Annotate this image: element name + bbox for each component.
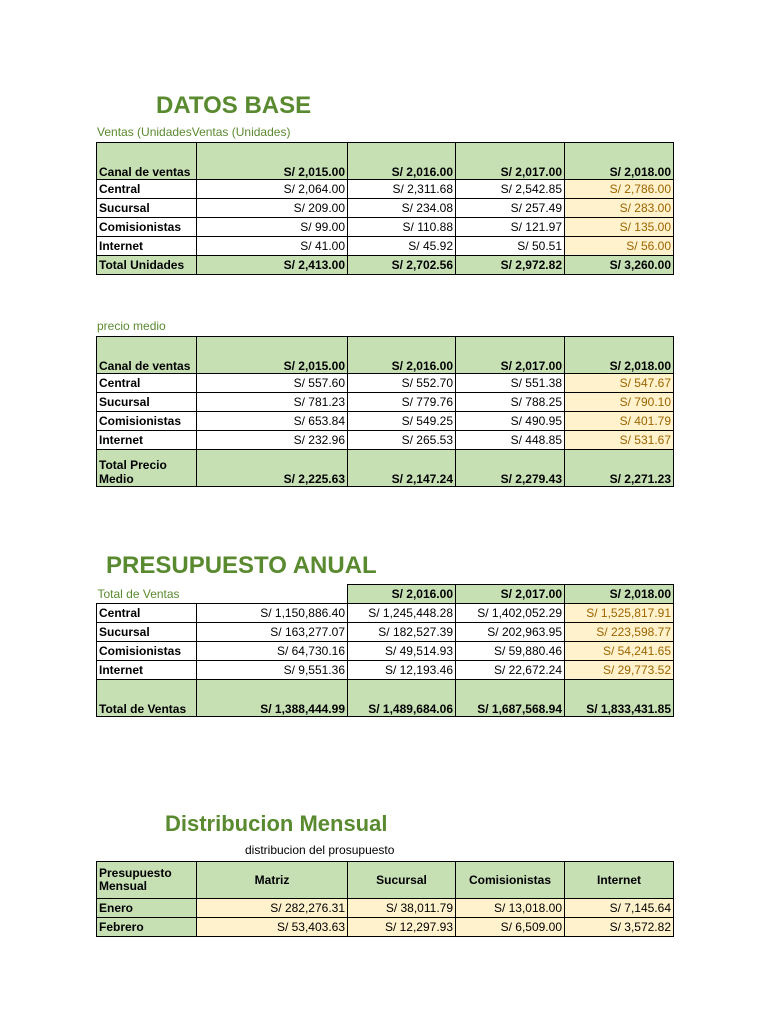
header-cell: S/ 2,017.00 [456,337,565,374]
presupuesto-title: PRESUPUESTO ANUAL [106,552,377,579]
table-cell: S/ 50.51 [456,237,565,256]
table-row [97,218,674,237]
table-cell: S/ 209.00 [197,199,348,218]
header-cell: S/ 2,015.00 [197,143,348,180]
total-cell: S/ 1,388,444.99 [197,680,348,717]
table-cell: S/ 13,018.00 [456,899,565,918]
table-cell: S/ 3,572.82 [565,918,674,937]
row-label: Central [97,604,197,623]
datos-base-title: DATOS BASE [156,92,312,119]
distribucion-table [96,861,674,937]
table-cell: S/ 29,773.52 [565,661,674,680]
total-cell: S/ 2,271.23 [565,450,674,487]
ventas-caption: Ventas (UnidadesVentas (Unidades) [97,125,291,139]
total-cell: S/ 1,687,568.94 [456,680,565,717]
table-row [97,393,674,412]
header-cell: S/ 2,018.00 [565,143,674,180]
table-cell: S/ 9,551.36 [197,661,348,680]
header-cell: S/ 2,016.00 [348,143,456,180]
header-cell: S/ 2,015.00 [197,337,348,374]
table-cell: S/ 2,786.00 [565,180,674,199]
table-cell: S/ 163,277.07 [197,623,348,642]
total-label-line1: Total Precio [99,458,167,472]
table-cell: S/ 552.70 [348,374,456,393]
header-cell: Matriz [197,862,348,899]
total-row [97,680,674,717]
header-cell: S/ 2,017.00 [456,585,565,604]
table-cell: S/ 232.96 [197,431,348,450]
table-cell: S/ 547.67 [565,374,674,393]
table-cell: S/ 53,403.63 [197,918,348,937]
table-cell: S/ 2,542.85 [456,180,565,199]
header-cell: S/ 2,016.00 [348,585,456,604]
table-cell: S/ 22,672.24 [456,661,565,680]
precio-medio-table [96,336,674,487]
table-cell: S/ 12,297.93 [348,918,456,937]
total-cell: S/ 1,489,684.06 [348,680,456,717]
header-cell: S/ 2,017.00 [456,143,565,180]
total-cell: S/ 2,702.56 [348,256,456,275]
header-cell [97,862,197,899]
header-cell: S/ 2,018.00 [565,585,674,604]
total-cell: S/ 2,279.43 [456,450,565,487]
table-cell: S/ 7,145.64 [565,899,674,918]
table-cell: S/ 223,598.77 [565,623,674,642]
table-cell: S/ 135.00 [565,218,674,237]
table-cell: S/ 99.00 [197,218,348,237]
total-cell: S/ 2,413.00 [197,256,348,275]
table-cell: S/ 59,880.46 [456,642,565,661]
presupuesto-header-row [97,585,674,604]
table-cell: S/ 401.79 [565,412,674,431]
table-cell: S/ 490.95 [456,412,565,431]
table-cell: S/ 64,730.16 [197,642,348,661]
presupuesto-table [96,584,674,717]
row-label: Central [97,374,197,393]
header-cell: Canal de ventas [97,337,197,374]
ventas-header-row [97,143,674,180]
ventas-table [96,142,674,275]
row-label: Comisionistas [97,412,197,431]
total-label: Total Unidades [97,256,197,275]
table-cell: S/ 54,241.65 [565,642,674,661]
table-cell: S/ 12,193.46 [348,661,456,680]
table-cell: S/ 121.97 [456,218,565,237]
total-cell: S/ 3,260.00 [565,256,674,275]
total-label-line2: Medio [99,472,134,486]
table-cell: S/ 549.25 [348,412,456,431]
row-label: Sucursal [97,199,197,218]
empty-cell [197,585,348,604]
table-row [97,199,674,218]
header-cell: Comisionistas [456,862,565,899]
row-label: Comisionistas [97,642,197,661]
row-label: Comisionistas [97,218,197,237]
table-row [97,237,674,256]
header-line2: Mensual [99,879,148,893]
table-cell: S/ 2,064.00 [197,180,348,199]
table-cell: S/ 531.67 [565,431,674,450]
total-cell: S/ 2,147.24 [348,450,456,487]
table-cell: S/ 110.88 [348,218,456,237]
table-cell: S/ 779.76 [348,393,456,412]
total-ventas-caption: Total de Ventas [97,586,180,601]
table-cell: S/ 1,402,052.29 [456,604,565,623]
table-cell: S/ 448.85 [456,431,565,450]
header-cell: Sucursal [348,862,456,899]
header-line1: Presupuesto [99,866,172,880]
table-cell: S/ 38,011.79 [348,899,456,918]
table-cell: S/ 551.38 [456,374,565,393]
row-label: Febrero [97,918,197,937]
row-label: Sucursal [97,393,197,412]
table-cell: S/ 1,150,886.40 [197,604,348,623]
table-row [97,623,674,642]
header-cell: S/ 2,018.00 [565,337,674,374]
precio-medio-caption: precio medio [97,319,166,333]
table-cell: S/ 1,525,817.91 [565,604,674,623]
table-row [97,412,674,431]
header-cell: Canal de ventas [97,143,197,180]
table-cell: S/ 1,245,448.28 [348,604,456,623]
table-row [97,604,674,623]
total-label [97,450,197,487]
row-label: Enero [97,899,197,918]
total-cell: S/ 2,972.82 [456,256,565,275]
header-cell: S/ 2,016.00 [348,337,456,374]
total-label: Total de Ventas [97,680,197,717]
distribucion-header-row [97,862,674,899]
table-cell: S/ 45.92 [348,237,456,256]
table-row [97,661,674,680]
table-row [97,431,674,450]
row-label: Sucursal [97,623,197,642]
distribucion-caption: distribucion del prosupuesto [245,843,395,857]
table-cell: S/ 49,514.93 [348,642,456,661]
row-label: Internet [97,661,197,680]
table-row [97,374,674,393]
header-cell: Internet [565,862,674,899]
total-row [97,450,674,487]
table-row [97,899,674,918]
distribucion-title: Distribucion Mensual [165,811,388,836]
total-cell: S/ 1,833,431.85 [565,680,674,717]
table-row [97,180,674,199]
table-cell: S/ 182,527.39 [348,623,456,642]
table-cell: S/ 781.23 [197,393,348,412]
table-cell: S/ 2,311.68 [348,180,456,199]
table-cell: S/ 557.60 [197,374,348,393]
row-label: Internet [97,237,197,256]
row-label: Internet [97,431,197,450]
table-cell: S/ 41.00 [197,237,348,256]
row-label: Central [97,180,197,199]
table-cell: S/ 6,509.00 [456,918,565,937]
total-row [97,256,674,275]
table-row [97,918,674,937]
table-cell: S/ 265.53 [348,431,456,450]
table-cell: S/ 56.00 [565,237,674,256]
table-cell: S/ 257.49 [456,199,565,218]
table-cell: S/ 282,276.31 [197,899,348,918]
precio-header-row [97,337,674,374]
table-cell: S/ 202,963.95 [456,623,565,642]
table-row [97,642,674,661]
table-cell: S/ 234.08 [348,199,456,218]
table-cell: S/ 788.25 [456,393,565,412]
table-cell: S/ 283.00 [565,199,674,218]
total-cell: S/ 2,225.63 [197,450,348,487]
table-cell: S/ 653.84 [197,412,348,431]
table-cell: S/ 790.10 [565,393,674,412]
